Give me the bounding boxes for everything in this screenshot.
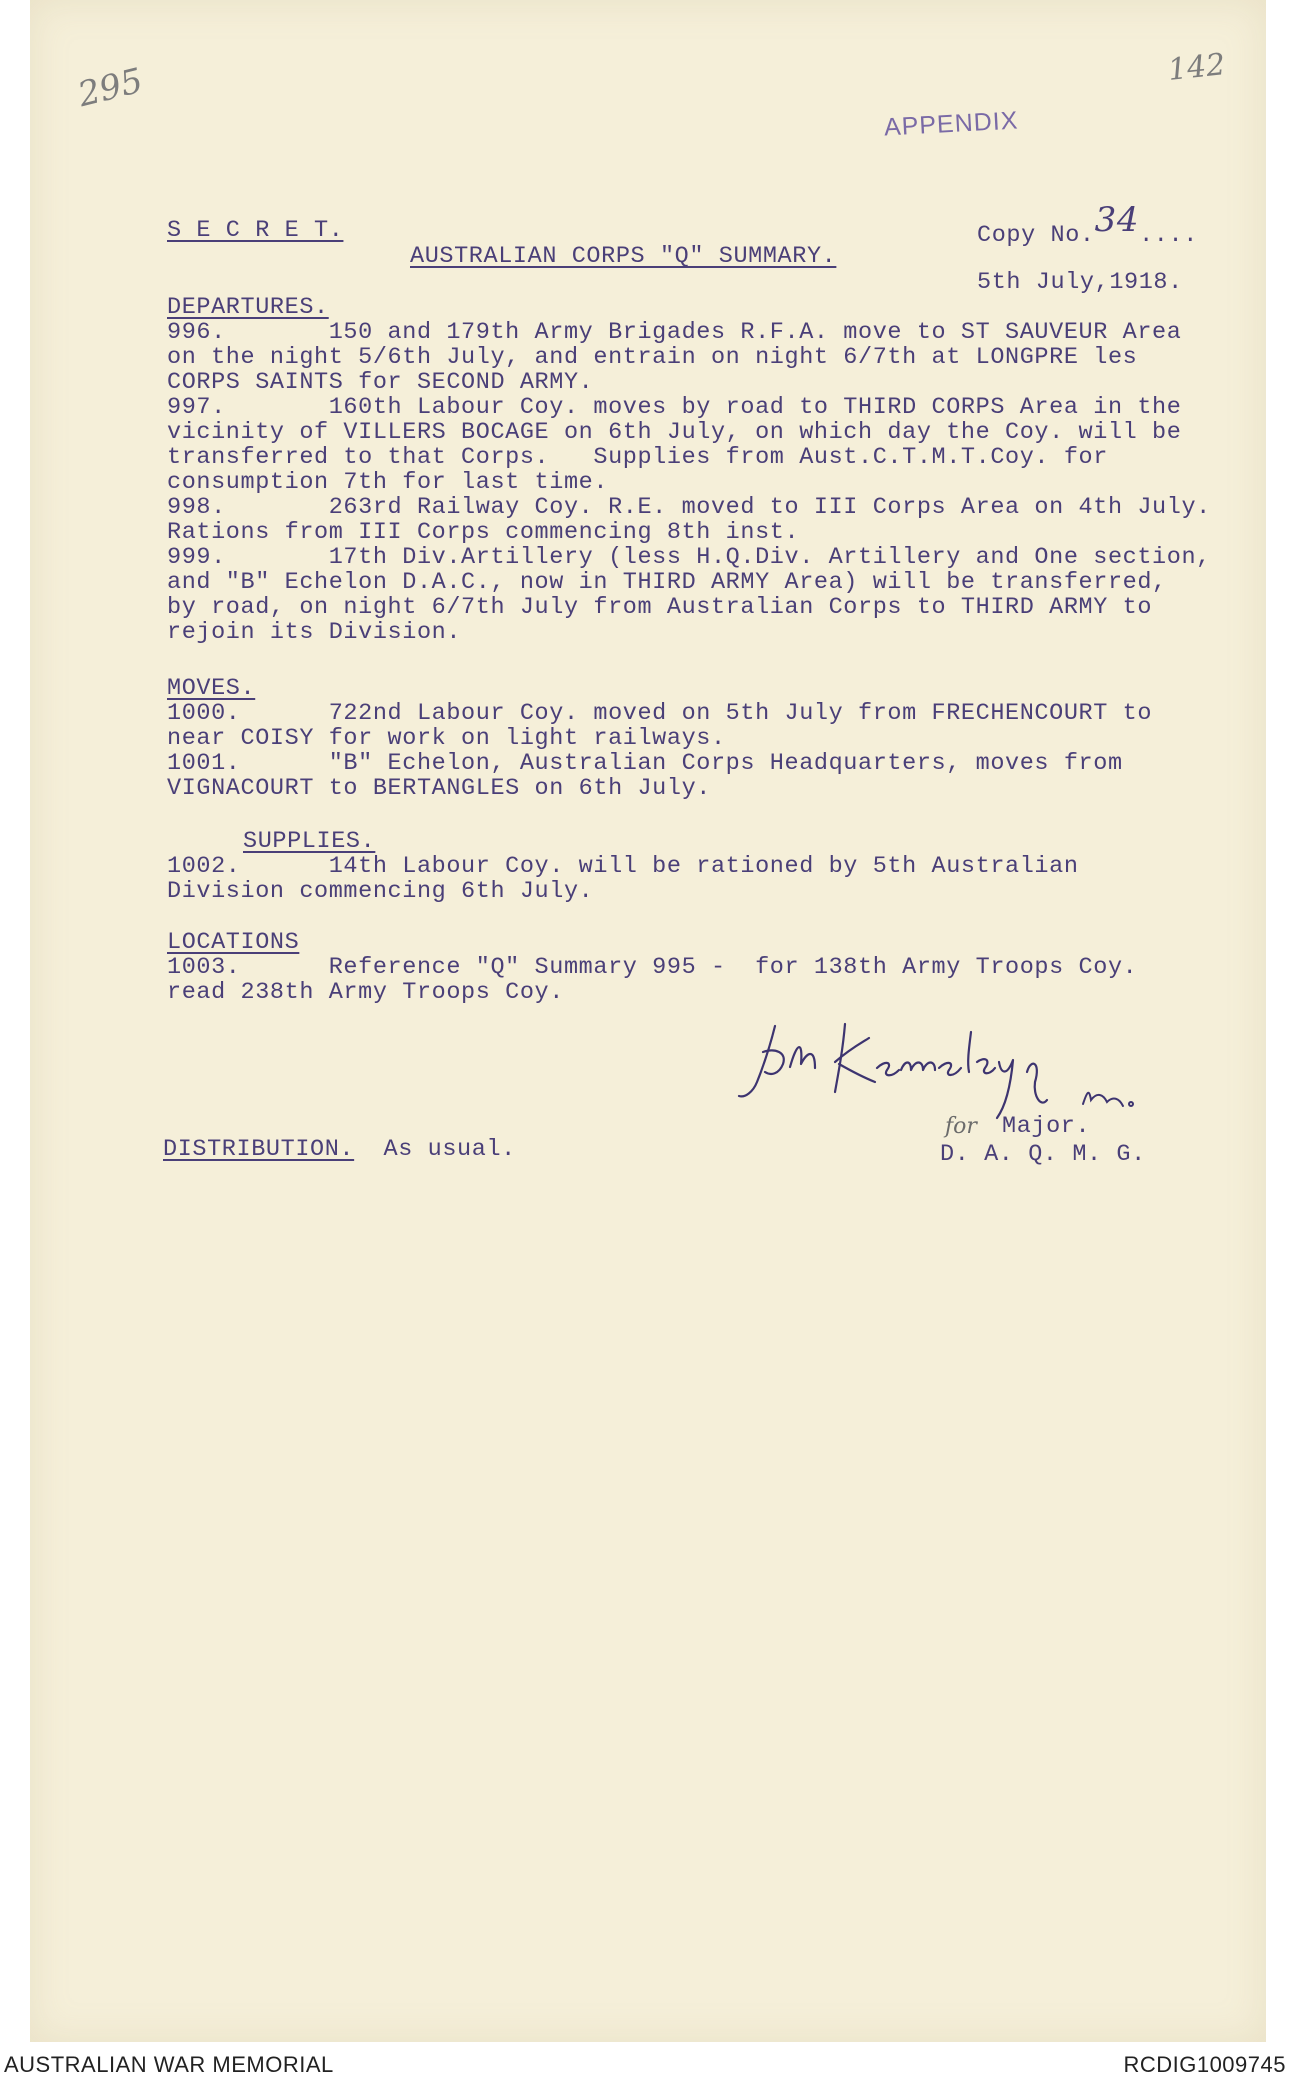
departures-line: CORPS SAINTS for SECOND ARMY. [167,369,594,396]
departures-body [167,320,1211,645]
document-date: 5th July,1918. [977,269,1183,296]
moves-line: 1000. 722nd Labour Coy. moved on 5th July from FRECHENCOURT to [167,700,1153,727]
appendix-stamp: APPENDIX [883,106,1020,142]
supplies-line: Division commencing 6th July. [167,878,594,905]
pencil-for-initials: for [945,1114,977,1139]
moves-line: 1001. "B" Echelon, Australian Corps Headquarters, moves from [167,750,1123,777]
moves-body [167,701,1152,801]
departures-heading: DEPARTURES. [167,294,329,321]
secret-label: S E C R E T. [167,217,344,244]
distribution-label: DISTRIBUTION. [163,1136,355,1163]
departures-line: vicinity of VILLERS BOCAGE on 6th July, on which day the Coy. will be [167,419,1182,446]
supplies-heading: SUPPLIES. [243,828,376,855]
copy-number-handwritten: 34 [1094,200,1140,240]
supplies-body [167,854,1079,904]
locations-body [167,955,1137,1005]
signatory-rank: Major. [1002,1113,1091,1140]
departures-line: 998. 263rd Railway Coy. R.E. moved to III Corps Area on 4th July. [167,494,1211,521]
pencil-page-number-left: 295 [74,60,147,116]
copy-prefix: Copy No. [977,222,1095,249]
supplies-line: 1002. 14th Labour Coy. will be rationed by 5th Australian [167,853,1079,880]
document-title: AUSTRALIAN CORPS "Q" SUMMARY. [410,243,837,270]
footer-archive-name: AUSTRALIAN WAR MEMORIAL [4,2052,334,2077]
departures-line: 999. 17th Div.Artillery (less H.Q.Div. Artillery and One section, [167,544,1211,571]
signatory-title: D. A. Q. M. G. [940,1141,1146,1168]
pencil-page-number-right: 142 [1166,47,1227,88]
departures-line: and "B" Echelon D.A.C., now in THIRD ARMY Area) will be transferred, [167,569,1167,596]
locations-heading: LOCATIONS [167,929,300,956]
distribution-value: As usual. [383,1136,516,1163]
departures-line: Rations from III Corps commencing 8th inst. [167,519,800,546]
departures-line: rejoin its Division. [167,619,462,646]
copy-suffix: .... [1139,222,1198,249]
departures-line: on the night 5/6th July, and entrain on night 6/7th at LONGPRE les [167,344,1138,371]
footer-record-id: RCDIG1009745 [1123,2052,1286,2077]
locations-line: read 238th Army Troops Coy. [167,979,564,1006]
copy-number-line [977,200,1198,249]
moves-line: VIGNACOURT to BERTANGLES on 6th July. [167,775,711,802]
moves-heading: MOVES. [167,675,256,702]
moves-line: near COISY for work on light railways. [167,725,726,752]
departures-line: transferred to that Corps. Supplies from Aust.C.T.M.T.Coy. for [167,444,1108,471]
locations-line: 1003. Reference "Q" Summary 995 - for 138th Army Troops Coy. [167,954,1138,981]
distribution-line [163,1137,516,1162]
departures-line: by road, on night 6/7th July from Australian Corps to THIRD ARMY to [167,594,1153,621]
departures-line: 996. 150 and 179th Army Brigades R.F.A. move to ST SAUVEUR Area [167,319,1182,346]
departures-line: consumption 7th for last time. [167,469,609,496]
departures-line: 997. 160th Labour Coy. moves by road to THIRD CORPS Area in the [167,394,1182,421]
